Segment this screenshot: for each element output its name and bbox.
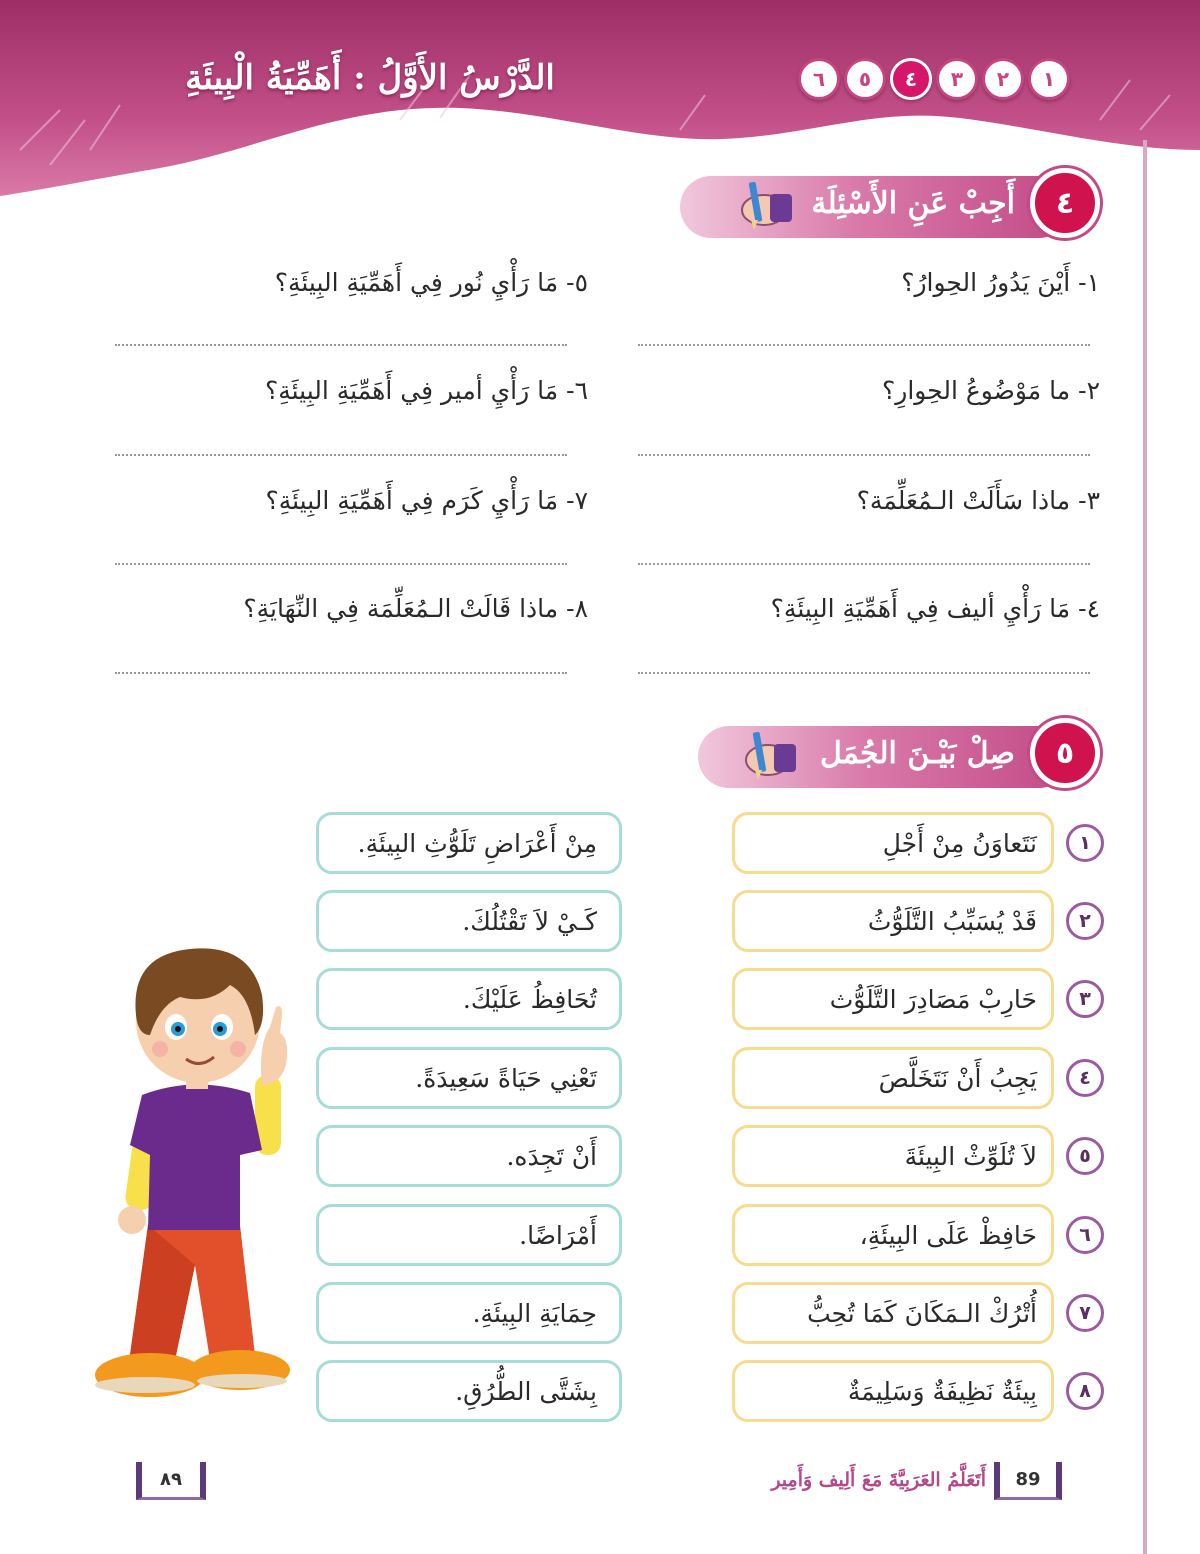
question-3: ٣- ماذا سَأَلَتْ الـمُعَلِّمَة؟ (856, 486, 1100, 515)
sentence-end-text: تَعْنِي حَيَاةً سَعِيدَةً. (415, 1063, 597, 1093)
number-circle-7: ٧ (1066, 1294, 1104, 1332)
sentence-end-4[interactable] (316, 1047, 622, 1109)
step-4-active: ٤ (890, 58, 932, 100)
step-3: ٣ (936, 58, 978, 100)
sentence-end-6[interactable] (316, 1204, 622, 1266)
boy-illustration (90, 935, 310, 1410)
sentence-end-text: أَنْ تَجِدَه. (506, 1141, 597, 1171)
sentence-end-text: مِنْ أَعْرَاضِ تَلَوُّثِ البِيئَةِ. (357, 828, 597, 858)
series-title: أَتَعَلَّمُ العَرَبِيَّةَ مَعَ أَلِيف وَأَمِير (771, 1469, 986, 1491)
answer-line-6[interactable] (115, 454, 567, 456)
sentence-end-5[interactable] (316, 1125, 622, 1187)
pencil-hand-icon (730, 180, 794, 234)
sentence-start-text: حَافِظْ عَلَى البِيئَةِ، (859, 1220, 1037, 1250)
section-5-title: صِلْ بَيْـنَ الجُمَل (819, 736, 1015, 771)
page-title: الدَّرْسُ الأَوَّلُ : أَهَمِّيَةُ الْبِيئَةِ (185, 58, 555, 98)
sentence-start-5[interactable] (732, 1125, 1054, 1187)
sentence-start-7[interactable] (732, 1282, 1054, 1344)
sentence-start-text: يَجِبُ أَنْ نَتَخَلَّصَ (878, 1063, 1037, 1093)
sentence-start-text: قَدْ يُسَبِّبُ التَّلَوُّثُ (867, 906, 1037, 936)
sentence-start-8[interactable] (732, 1360, 1054, 1422)
number-circle-5: ٥ (1066, 1137, 1104, 1175)
margin-rule (1143, 140, 1147, 1554)
number-circle-2: ٢ (1066, 902, 1104, 940)
sentence-end-text: حِمَايَةِ البِيئَةِ. (472, 1298, 597, 1328)
answer-line-1[interactable] (638, 344, 1090, 346)
sentence-start-3[interactable] (732, 968, 1054, 1030)
question-7: ٧- مَا رَأْيِ كَرَم فِي أَهَمِّيَةِ البِيئَةِ؟ (265, 486, 588, 515)
sentence-start-text: أُتْرُكْ الـمَكَانَ كَمَا تُحِبُّ (807, 1298, 1037, 1328)
sentence-end-7[interactable] (316, 1282, 622, 1344)
answer-line-4[interactable] (638, 672, 1090, 674)
step-5: ٥ (844, 58, 886, 100)
sentence-start-text: بِيئَةٌ نَظِيفَةٌ وَسَلِيمَةٌ (847, 1376, 1037, 1406)
sentence-start-text: نَتَعاوَنُ مِنْ أَجْلِ (882, 828, 1037, 858)
sentence-start-4[interactable] (732, 1047, 1054, 1109)
step-2: ٢ (982, 58, 1024, 100)
question-2: ٢- ما مَوْضُوعُ الحِوارِ؟ (881, 376, 1100, 405)
question-6: ٦- مَا رَأْيِ أمير فِي أَهَمِّيَةِ البِيئَةِ؟ (264, 376, 588, 405)
question-4: ٤- مَا رَأْيِ أليف فِي أَهَمِّيَةِ البِيئَةِ؟ (770, 594, 1100, 623)
sentence-end-8[interactable] (316, 1360, 622, 1422)
sentence-end-text: بِشَتَّى الطُّرُقِ. (455, 1376, 597, 1406)
right-page-number: 89 (994, 1462, 1062, 1500)
sentence-start-6[interactable] (732, 1204, 1054, 1266)
number-circle-6: ٦ (1066, 1216, 1104, 1254)
question-8: ٨- ماذا قَالَتْ الـمُعَلِّمَة فِي النِّهَايَةِ؟ (243, 594, 588, 623)
question-1: ١- أَيْنَ يَدُورُ الحِوارُ؟ (901, 268, 1100, 297)
number-circle-4: ٤ (1066, 1059, 1104, 1097)
pencil-hand-icon (734, 730, 798, 784)
number-circle-1: ١ (1066, 824, 1104, 862)
step-6: ٦ (798, 58, 840, 100)
number-circle-8: ٨ (1066, 1372, 1104, 1410)
lesson-steps (798, 58, 1070, 106)
answer-line-3[interactable] (638, 563, 1090, 565)
sentence-end-text: تُحَافِظُ عَلَيْكَ. (462, 984, 597, 1014)
section-4-header (680, 168, 1105, 248)
answer-line-8[interactable] (115, 672, 567, 674)
section-5-number: ٥ (1030, 718, 1100, 788)
sentence-end-3[interactable] (316, 968, 622, 1030)
step-1: ١ (1028, 58, 1070, 100)
sentence-start-text: لاَ تُلَوِّثْ البِيئَةَ (904, 1141, 1037, 1171)
left-page-number: ٨٩ (136, 1462, 206, 1500)
sentence-start-2[interactable] (732, 890, 1054, 952)
sentence-end-2[interactable] (316, 890, 622, 952)
sentence-end-1[interactable] (316, 812, 622, 874)
answer-line-7[interactable] (115, 563, 567, 565)
question-5: ٥- مَا رَأْيِ نُور فِي أَهَمِّيَةِ البِيئَةِ؟ (274, 268, 588, 297)
number-circle-3: ٣ (1066, 980, 1104, 1018)
sentence-start-text: حَارِبْ مَصَادِرَ التَّلَوُّث (829, 984, 1037, 1014)
sentence-start-1[interactable] (732, 812, 1054, 874)
sentence-end-text: كَـيْ لاَ تَقْتُلُكَ. (462, 906, 597, 936)
section-5-header (698, 718, 1105, 798)
answer-line-5[interactable] (115, 344, 567, 346)
section-4-title: أَجِبْ عَنِ الأَسْئِلَة (811, 186, 1015, 221)
sentence-end-text: أَمْرَاضًا. (519, 1220, 597, 1250)
section-4-number: ٤ (1030, 168, 1100, 238)
answer-line-2[interactable] (638, 454, 1090, 456)
